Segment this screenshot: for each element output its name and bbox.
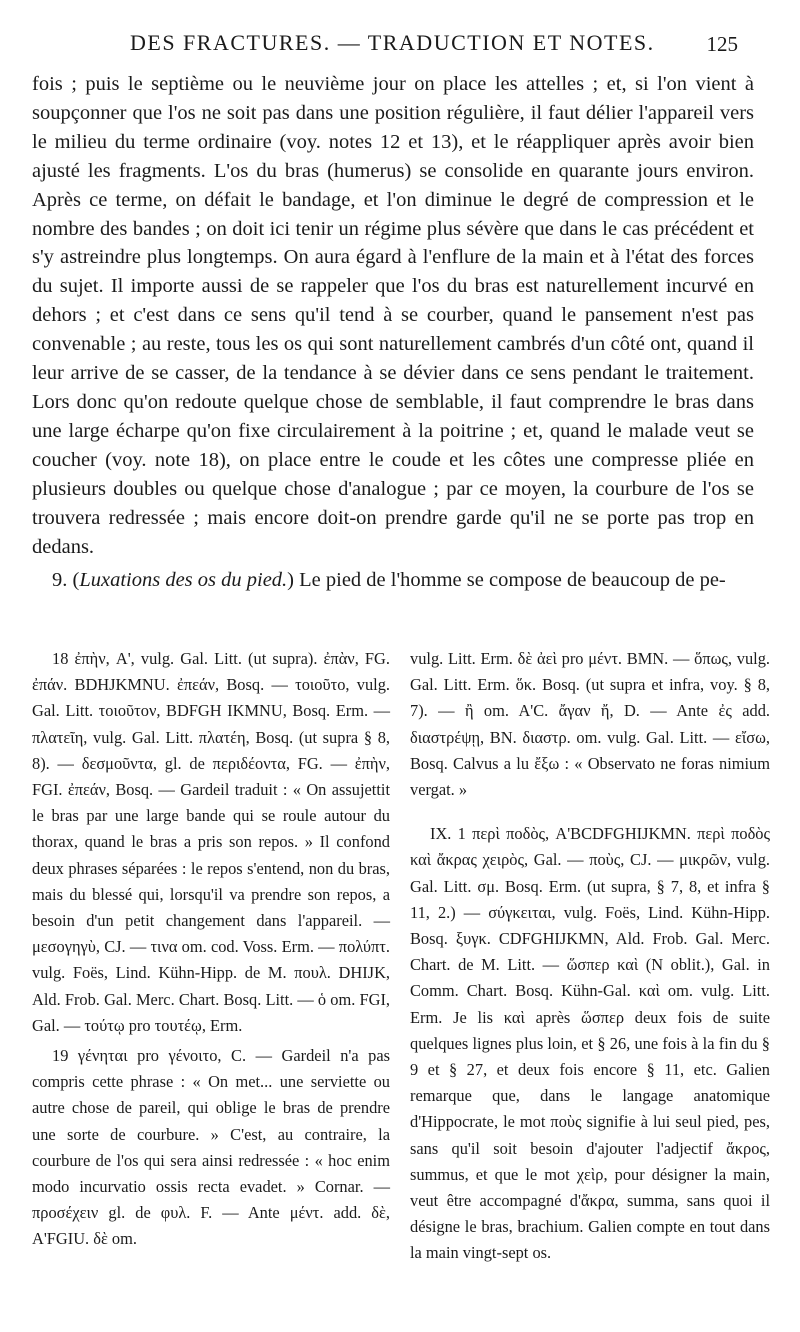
section-heading: Luxations des os du pied. <box>79 569 288 591</box>
footnotes-left-column <box>32 646 390 1257</box>
page-number: 125 <box>706 32 738 56</box>
main-paragraph: fois ; puis le septième ou le neuvième jour on place les attelles ; et, si l'on vient à soupçonner que l'os ne soit pas dans une position régulière, il faut délier l'appareil vers le milieu du terme ordinaire (voy. notes 12 et 13), et le réappliquer après avoir bien ajusté les fragments. L'os du bras (humerus) se consolide en quarante jours environ. Après ce terme, on défait le bandage, et l'on diminue le degré de compression et le nombre des bandes ; on doit ici tenir un régime plus sévère que dans le cas précédent et s'y astreindre plus longtemps. On aura égard à l'enflure de la main et à l'état des forces du sujet. Il importe aussi de se rappeler que l'os du bras est naturellement incurvé en dehors ; et c'est dans ce sens qu'il tend à se courber, quand le pansement n'est pas convenable ; au reste, tous les os qui sont naturellement cambrés d'un côté ont, quand il leur arrive de se casser, de la tendance à se dévier dans ce sens pendant le traitement. Lors donc qu'on redoute quelque chose de semblable, il faut comprendre le bras dans une large écharpe qu'on fixe circulairement à la poitrine ; et, quand le malade veut se coucher (voy. note 18), on place entre le coude et les côtes une compresse pliée en plusieurs doubles ou quelque chose d'analogue ; par ce moyen, la courbure de l'os se trouvera redressée ; mais encore doit-on prendre garde qu'il ne se porte pas trop en dedans. <box>32 73 754 558</box>
section-9 <box>32 566 754 595</box>
footnote-19: 19 γένηται pro γένοιτο, C. — Gardeil n'a pas compris cette phrase : « On met... une serviette ou autre chose de pareil, qui oblige le bras de prendre une sorte de courbure. » C'est, au contraire, la courbure de l'os qui sera ainsi redressée : « hoc enim modo incurvatio ossis recta evadet. » Cornar. — προσέχειν gl. de φυλ. F. — Ante μέντ. add. δὲ, A'FGIU. δὲ om. <box>32 1046 390 1249</box>
footnotes-right-column <box>410 646 770 1271</box>
section-number: 9. ( <box>52 569 80 591</box>
footnote-18: 18 ἐπὴν, A', vulg. Gal. Litt. (ut supra). ἐπὰν, FG. ἐπάν. BDHJKMNU. ἐπεάν, Bosq. — τοιοῦτο, vulg. Gal. Litt. τοιοῦτον, BDFGH IKMNU, Bosq. Erm. — πλατεῖη, vulg. Gal. Litt. πλατέη, Bosq. (ut supra § 8, 8). — δεσμοῦντα, gl. de περιδέοντα, FG. — ἐπὴν, FGI. ἐπεάν, Bosq. — Gardeil traduit : « On assujettit le bras par une large bande qui se roule autour du thorax, quand le bras a pris son repos. » Il confond deux phrases séparées : le repos s'entend, non du bras, mais du blessé qui, lorsqu'il va prendre son repos, a besoin d'un petit changement dans l'appareil. — μεσογηγὺ, CJ. — τινα om. cod. Voss. Erm. — πολύπτ. vulg. Foës, Lind. Kühn-Hipp. de M. πουλ. DHIJK, Ald. Frob. Gal. Merc. Chart. Bosq. Litt. — ὁ om. FGI, Gal. — τούτῳ pro τουτέῳ, Erm. <box>32 649 390 1035</box>
page-header <box>0 22 800 62</box>
footnote-ix-1: IX. 1 περὶ ποδὸς, A'BCDFGHIJKMN. περὶ ποδὸς καὶ ἄκρας χειρὸς, Gal. — ποὺς, CJ. — μικρῶν, vulg. Gal. Litt. σμ. Bosq. Erm. (ut supra, § 7, 8, et infra § 11, 2.) — σύγκειται, vulg. Foës, Lind. Kühn-Hipp. Bosq. ξυγκ. CDFGHIJKMN, Ald. Frob. Gal. Merc. Chart. de M. Litt. — ὥσπερ καὶ (N oblit.), Gal. in Comm. Chart. Bosq. Kühn-Gal. καὶ om. vulg. Litt. Erm. Je lis καὶ après ὥσπερ deux fois de suite quelques lignes plus loin, et § 26, une fois à la fin du § 9 et § 27, et deux fois encore § 11, etc. Galien remarque que, dans le langage anatomique d'Hippocrate, le mot ποὺς signifie à lui seul pied, pes, sans qu'il soit besoin d'ajouter l'adjectif ἄκρος, summus, et que le mot χεὶρ, pour désigner la main, veut être accompagné d'ἄκρα, summa, sans quoi il désigne le bras, brachium. Galien compte en tout dans la main vingt-sept os. <box>410 824 770 1263</box>
running-title: DES FRACTURES. — TRADUCTION ET NOTES. <box>130 30 655 55</box>
section-text: ) Le pied de l'homme se compose de beaucoup de pe- <box>287 569 726 591</box>
section-9-paragraph <box>32 566 754 595</box>
footnote-19-continued: vulg. Litt. Erm. δὲ ἀεὶ pro μέντ. BMN. — ὅπως, vulg. Gal. Litt. Erm. ὅκ. Bosq. (ut supra et infra, voy. § 8, 7). — ἢ om. A'C. ἄγαν ἤ, D. — Ante ἐς add. διαστρέψῃ, BN. διαστρ. om. vulg. Gal. Litt. — εἴσω, Bosq. Calvus a lu ἔξω : « Observato ne foras nimium vergat. » <box>410 649 770 800</box>
main-text <box>32 70 754 561</box>
